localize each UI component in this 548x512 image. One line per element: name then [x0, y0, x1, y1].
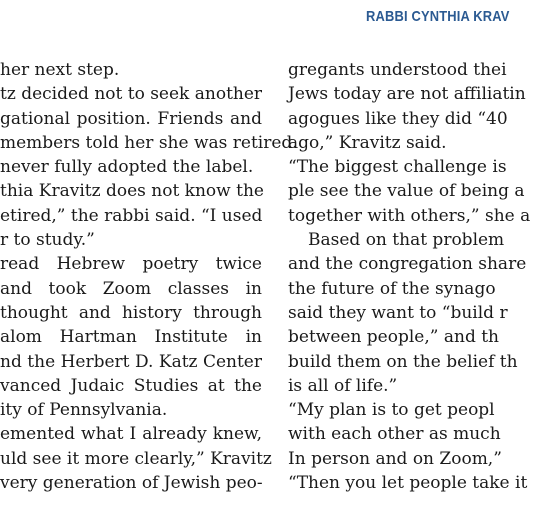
text-line: her next step.	[0, 60, 120, 80]
article-column-right	[288, 58, 548, 495]
text-line: and the congregation share	[288, 254, 527, 275]
text-line: Jews today are not affiliatin	[288, 84, 526, 105]
text-line: ity of Pennsylvania.	[0, 400, 168, 421]
text-line: vanced Judaic Studies at the	[0, 375, 262, 396]
text-line: “Then you let people take it	[288, 473, 528, 494]
text-line: “My plan is to get peopl	[288, 400, 495, 421]
text-line: gational position. Friends and	[0, 108, 262, 129]
text-line: thia Kravitz does not know the	[0, 181, 264, 202]
text-line: build them on the belief th	[288, 351, 518, 372]
text-line: thought and history through	[0, 302, 262, 323]
text-line: tz decided not to seek another	[0, 84, 263, 105]
text-line: nd the Herbert D. Katz Center	[0, 351, 262, 372]
text-line: ple see the value of being a	[288, 181, 525, 202]
text-line: uld see it more clearly,” Kravitz	[0, 448, 272, 469]
text-line: emented what I already knew,	[0, 424, 262, 445]
text-line: together with others,” she a	[288, 205, 531, 226]
text-line: never fully adopted the label.	[0, 157, 254, 178]
text-line: the future of the synago	[288, 278, 496, 299]
article-column-left	[0, 58, 298, 495]
text-line: In person and on Zoom,”	[288, 448, 502, 469]
text-line: alom Hartman Institute in	[0, 327, 262, 348]
text-line: with each other as much	[288, 424, 501, 445]
text-line: gregants understood thei	[288, 60, 507, 80]
text-line: ago,” Kravitz said.	[288, 132, 447, 153]
text-line: very generation of Jewish peo-	[0, 473, 263, 494]
text-line: said they want to “build r	[288, 302, 508, 323]
text-line: read Hebrew poetry twice	[0, 254, 262, 275]
text-line: agogues like they did “40	[288, 108, 508, 129]
text-line: etired,” the rabbi said. “I used	[0, 205, 263, 226]
text-line: “The biggest challenge is	[288, 157, 507, 178]
text-line: is all of life.”	[288, 375, 398, 396]
text-line: Based on that problem	[308, 230, 505, 251]
running-head: RABBI CYNTHIA KRAV	[366, 8, 510, 25]
text-line: members told her she was retired.	[0, 132, 298, 153]
text-line: between people,” and th	[288, 327, 500, 348]
text-line: r to study.”	[0, 230, 95, 251]
text-line: and took Zoom classes in	[0, 278, 262, 299]
